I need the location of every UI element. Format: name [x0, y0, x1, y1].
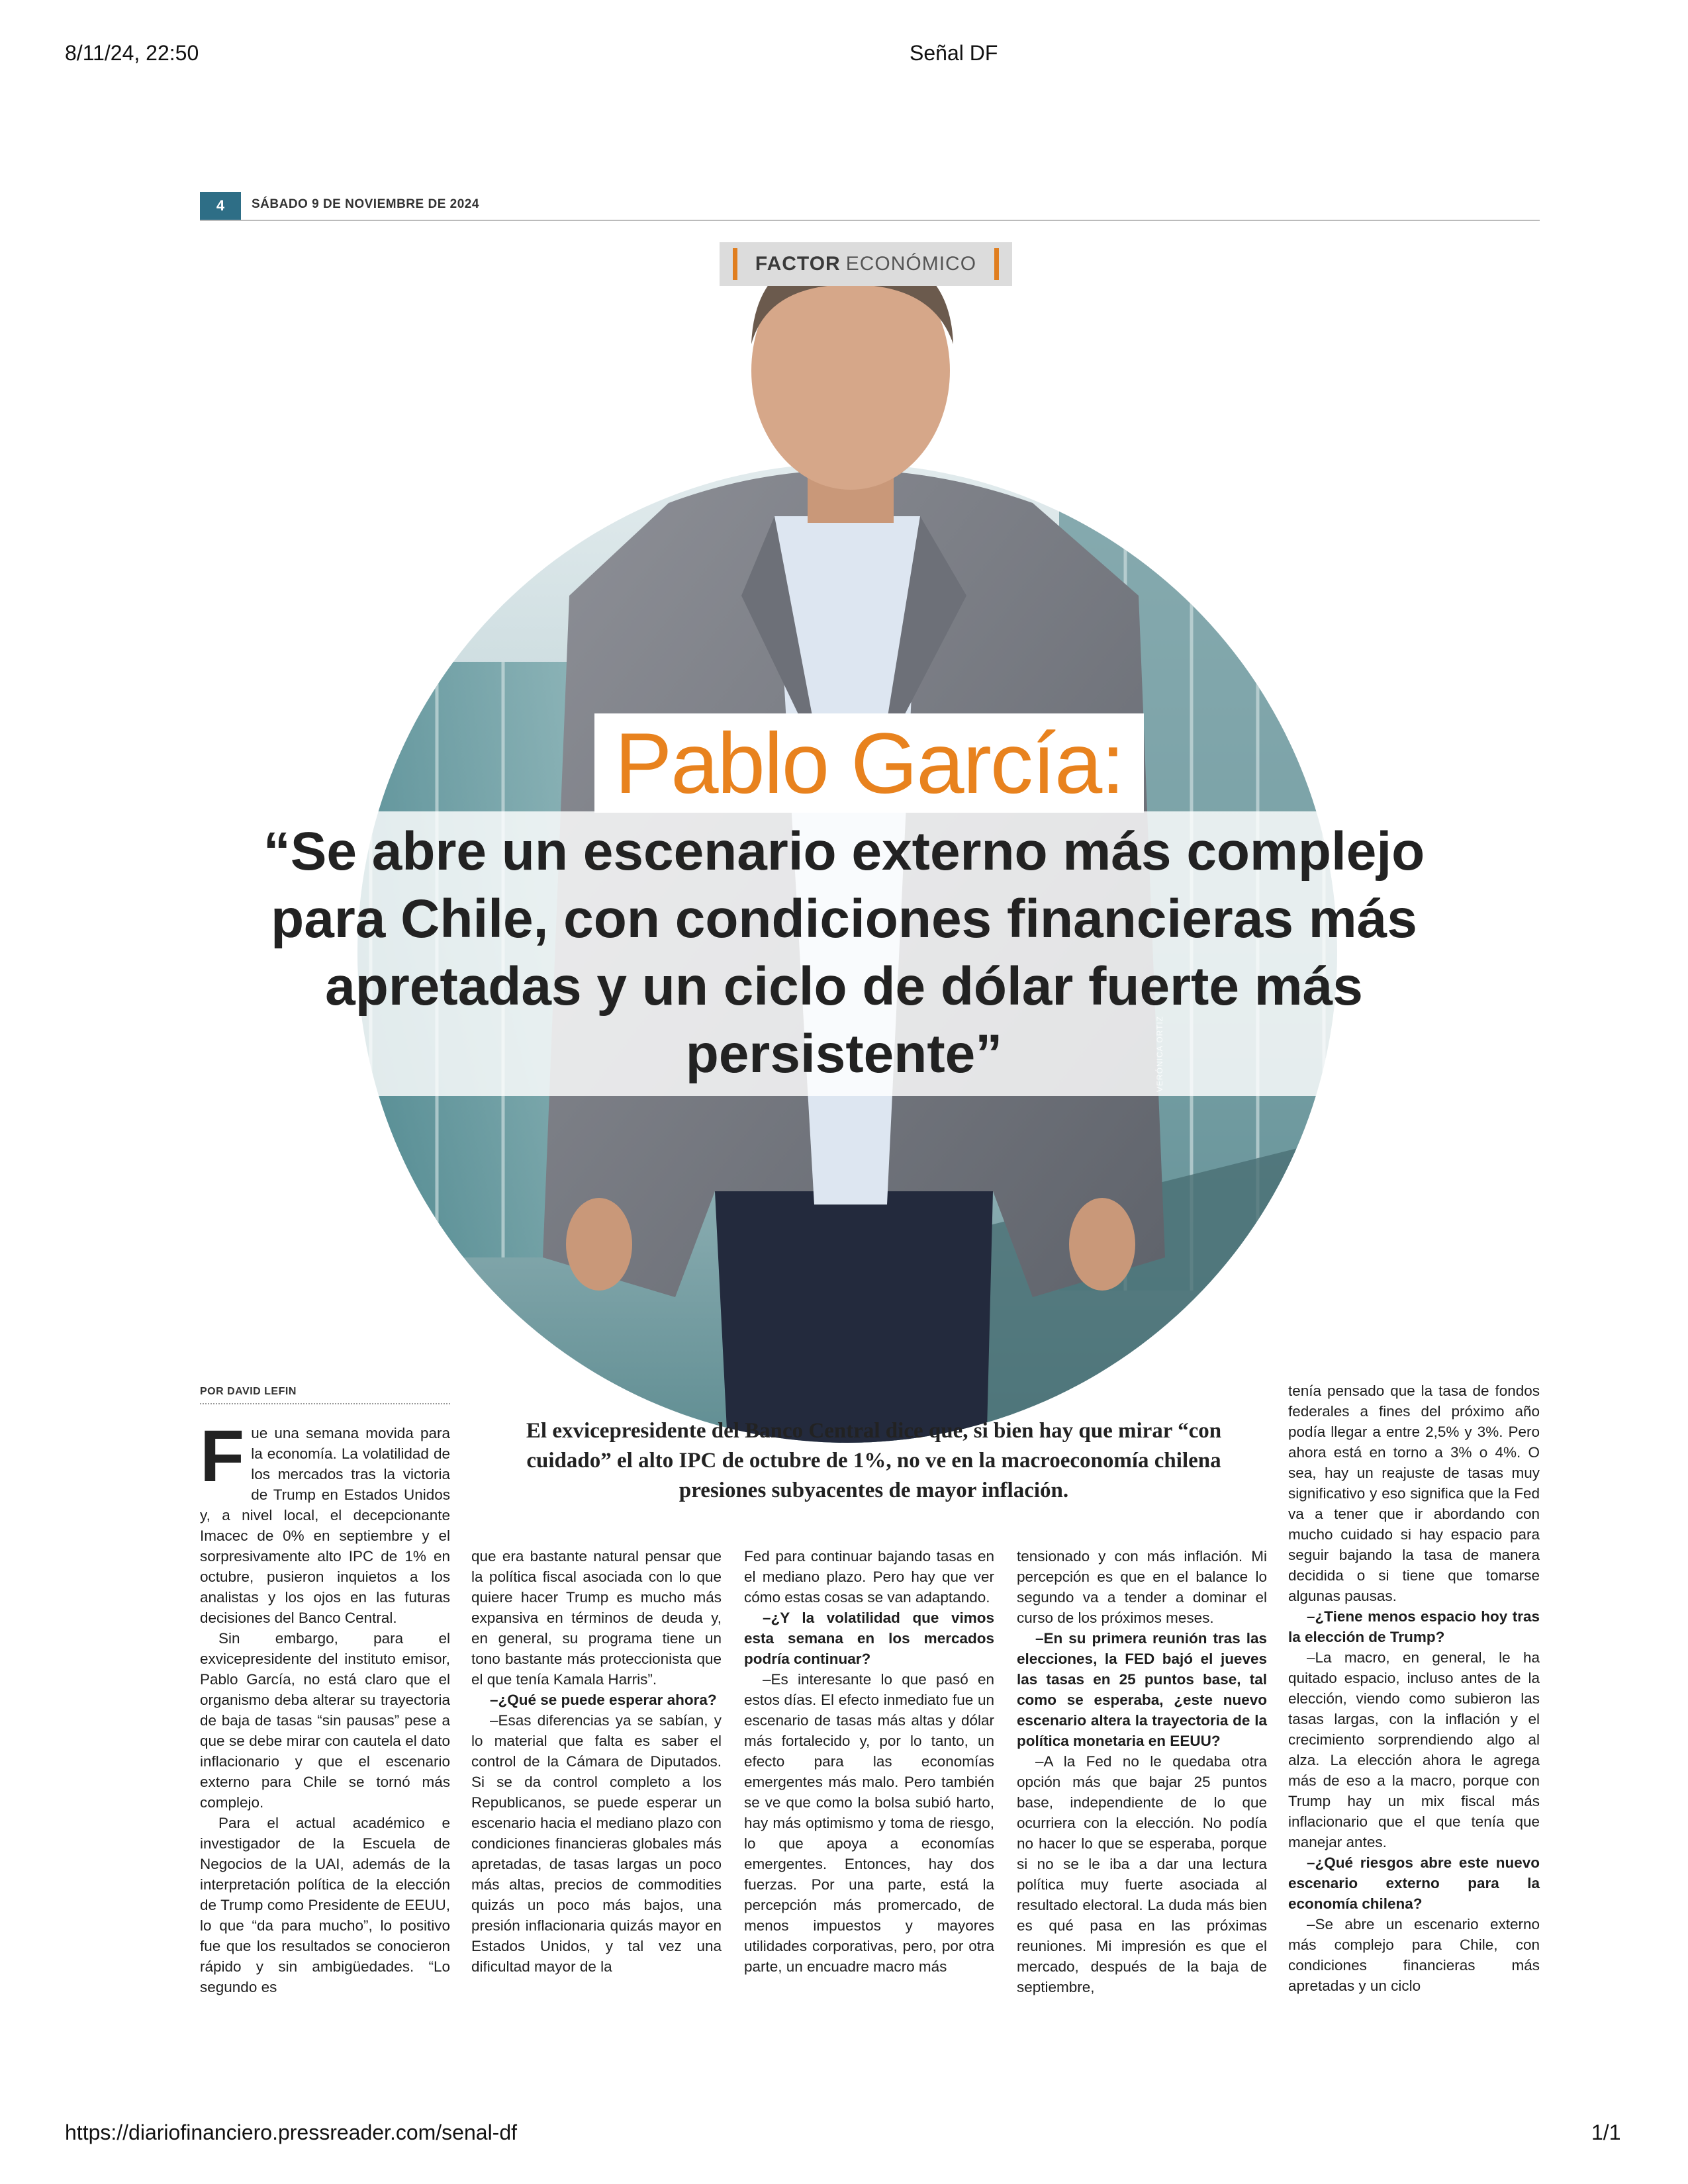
- paragraph: ue una semana movida para la economía. La volatilidad de los mercados tras la victoria de Trump en Estados Unidos y, a nivel local, el decepcionante Imacec de 0% en septiembre y el sorpresivamente alto IPC de 1% en octubre, pusieron inquietos a los analistas y los ojos en las futuras decisiones del Banco Central.: [200, 1425, 450, 1626]
- interview-question: –¿Qué riesgos abre este nuevo escenario externo para la economía chilena?: [1288, 1854, 1540, 1912]
- article-column-1: [200, 1416, 450, 1997]
- section-tag-bold: FACTOR: [755, 253, 841, 275]
- watermark-right: diario: [1523, 546, 1578, 571]
- paragraph: Para el actual académico e investigador de la Escuela de Negocios de la UAI, además de la interpretación política de la elección de Trump como Presidente de EEUU, lo que “da para mucho”, lo positivo fue que los resultados se conocieron rápido y sin ambigüedades. “Lo segundo es: [200, 1815, 450, 1995]
- article-column-2: [471, 1546, 722, 1977]
- paragraph: tenía pensado que la tasa de fondos federales a fines del próximo año podía llegar a entre 2,5% y 3%. Pero ahora está en torno a 3% o 4%. O sea, hay un reajuste de tasas muy significativo y eso significa que la Fed va a tener que ir abordando con mucho cuidado si hay espacio para seguir bajando la tasa de manera decidida o si tiene que tomarse algunas pausas.: [1288, 1383, 1540, 1604]
- headline-name-box: [594, 713, 1144, 813]
- paragraph: que era bastante natural pensar que la política fiscal asociada con lo que quiere hacer Trump es mucho más expansiva en términos de deuda y, en general, su programa tiene un tono bastante más proteccionista que el que tenía Kamala Harris”.: [471, 1548, 722, 1688]
- watermark-left: diariofinanciero: [361, 546, 514, 571]
- article-column-3: [744, 1546, 994, 1977]
- section-tag-light: ECONÓMICO: [845, 253, 977, 275]
- paragraph: Sin embargo, para el exvicepresidente del instituto emisor, Pablo García, no está claro que el organismo deba alterar su trayectoria de baja de tasas “sin pausas” pese a que se debe mirar con cautela el dato inflacionario y que el escenario externo para Chile se tornó más complejo.: [200, 1630, 450, 1811]
- interview-question: –¿Qué se puede esperar ahora?: [490, 1692, 717, 1708]
- page-number: 4: [200, 192, 241, 220]
- interview-question: –¿Y la volatilidad que vimos esta semana en los mercados podría continuar?: [744, 1610, 994, 1667]
- paragraph: Fed para continuar bajando tasas en el mediano plazo. Pero hay que ver cómo estas cosas se van adaptando.: [744, 1548, 994, 1606]
- print-url: https://diariofinanciero.pressreader.com/senal-df: [65, 2120, 518, 2144]
- article-column-4: [1017, 1546, 1267, 1997]
- print-page-count: 1/1: [1591, 2120, 1621, 2144]
- headline-quote: “Se abre un escenario externo más complejo para Chile, con condiciones financieras más apretadas y un ciclo de dólar fuerte más persistente”: [263, 821, 1425, 1084]
- paragraph: –Es interesante lo que pasó en estos días. El efecto inmediato fue un escenario de tasas más altas y dólar más fortalecido y, por lo tanto, un efecto para las economías emergentes más malo. Pero también se ve que como la bolsa subió harto, hay más optimismo y toma de riesgo, lo que apoya a economías emergentes. Entonces, hay dos fuerzas. Por una parte, está la percepción más promercado, de menos impuestos y mayores utilidades corporativas, pero, por otra parte, un encuadre macro más: [744, 1671, 994, 1975]
- print-datetime: 8/11/24, 22:50: [65, 41, 199, 65]
- paragraph: –A la Fed no le quedaba otra opción más que bajar 25 puntos base, independiente de lo que ocurriera con la elección. No podía no hacer lo que se esperaba, porque si no se le iba a dar una lectura política muy fuerte asociada al resultado electoral. La duda más bien es qué pasa en las próximas reuniones. Mi impresión es que el mercado, después de la baja de septiembre,: [1017, 1753, 1267, 1995]
- interview-question: –En su primera reunión tras las elecciones, la FED bajó el jueves las tasas en 25 puntos base, tal como se esperaba, ¿este nuevo escenario altera la trayectoria de la política monetaria en EEUU?: [1017, 1630, 1267, 1749]
- byline-divider: [200, 1403, 450, 1404]
- lead-paragraph: El exvicepresidente del Banco Central dice que, si bien hay que mirar “con cuidado” el alto IPC de octubre de 1%, no ve en la macroeconomía chilena presiones subyacentes de mayor inflación.: [526, 1419, 1222, 1502]
- page-date: SÁBADO 9 DE NOVIEMBRE DE 2024: [252, 197, 479, 211]
- drop-cap: F: [200, 1416, 245, 1497]
- section-tag: [720, 242, 1012, 286]
- interview-question: –¿Tiene menos espacio hoy tras la elección de Trump?: [1288, 1608, 1540, 1645]
- headline-name: Pablo García:: [614, 715, 1124, 811]
- paragraph: –La macro, en general, le ha quitado espacio, incluso antes de la elección, viendo como subieron las tasas largas, con la inflación y el crecimiento sorprendiendo algo al alza. La elección ahora le agrega más de eso a la macro, porque con Trump hay un mix fiscal más inflacionario que el que tenía que manejar antes.: [1288, 1649, 1540, 1850]
- byline: POR DAVID LEFIN: [200, 1386, 297, 1397]
- print-title: Señal DF: [910, 41, 998, 65]
- paragraph: –Esas diferencias ya se sabían, y lo material que falta es saber el control de la Cámara de Diputados. Si se da control completo a los Republicanos, se puede esperar un escenario hacia el mediano plazo con condiciones financieras globales más apretadas, de tasas largas un poco más altas, precios de commodities quizás un poco más bajos, una presión inflacionaria quizás mayor en Estados Unidos, y tal vez una dificultad mayor de la: [471, 1712, 722, 1975]
- paragraph: –Se abre un escenario externo más complejo para Chile, con condiciones financieras más apretadas y un ciclo: [1288, 1916, 1540, 1994]
- section-tag-bar-left: [733, 248, 737, 280]
- paragraph: tensionado y con más inflación. Mi percepción es que en el balance lo segundo va a tender a dominar el curso de los próximos meses.: [1017, 1548, 1267, 1626]
- article-column-5: [1288, 1381, 1540, 1996]
- section-tag-bar-right: [994, 248, 999, 280]
